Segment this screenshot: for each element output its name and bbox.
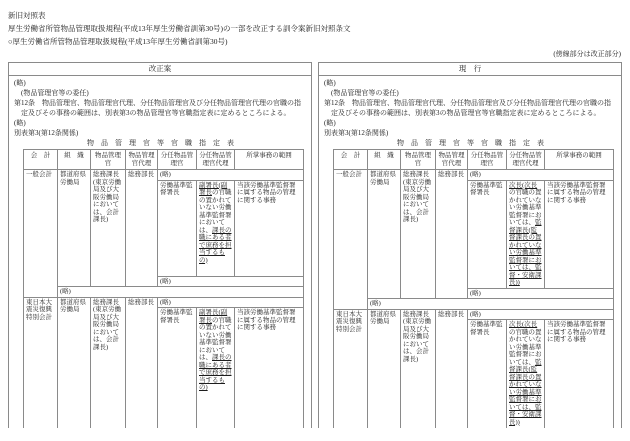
amendment-panel-body xyxy=(9,76,311,428)
scope-cell: 当該労働基準監督署に属する物品の管理に関する事務 xyxy=(235,180,304,276)
appendix-reference: 別表第3(第12条関係) xyxy=(14,129,79,137)
branch-deputy-cell: 次長(次長の官職の置かれていない労働基準監督署においては、監督課長(監督課長の置かれていない労働基準監督署においては、監督・安衛課長)) xyxy=(507,180,545,288)
manager-cell: 総務課長(東京労働局及び大阪労働局においては、会計課長) xyxy=(91,297,126,428)
col-header-branch-manager: 分任物品管理官 xyxy=(158,150,197,170)
col-header-account: 会 計 xyxy=(24,150,58,170)
col-header-organization: 組 織 xyxy=(58,150,91,170)
legend-note: (傍線部分は改正部分) xyxy=(553,50,621,58)
account-cell: 東日本大震災復興特別会計 xyxy=(24,297,58,428)
account-cell: 一般会計 xyxy=(24,170,58,298)
col-header-organization: 組 織 xyxy=(368,150,401,170)
amendment-panel-title: 改正案 xyxy=(9,63,311,76)
scope-cell: 当該労働基準監督署に属する物品の管理に関する事務 xyxy=(545,180,614,288)
manager-cell: 総務課長(東京労働局及び大阪労働局においては、会計課長) xyxy=(401,309,436,428)
manager-deputy-cell: 総務部長 xyxy=(126,297,158,428)
branch-deputy-cell: 次長(次長の官職の置かれていない労働基準監督署においては、監督課長(監督課長の置かれていない労働基準監督署においては、監督・安衛課長)) xyxy=(507,320,545,429)
table-row xyxy=(334,309,614,320)
table-row xyxy=(334,299,614,310)
col-header-account: 会 計 xyxy=(334,150,368,170)
branch-manager-cell: 労働基準監督署長 xyxy=(158,180,197,276)
col-header-branch-manager: 分任物品管理官 xyxy=(468,150,507,170)
current-designation-table xyxy=(333,149,614,428)
col-header-manager-deputy: 物品管理官代理 xyxy=(436,150,468,170)
omission-line: (略) xyxy=(14,119,26,127)
branch-manager-cell: 労働基準監督署長 xyxy=(158,308,197,429)
manager-deputy-cell: 総務部長 xyxy=(126,170,158,287)
account-cell: 東日本大震災復興特別会計 xyxy=(334,309,368,428)
comparison-panels xyxy=(8,62,622,428)
omission-cell: (略) xyxy=(158,276,304,287)
col-header-scope: 所掌事務の範囲 xyxy=(235,150,304,170)
table-row xyxy=(24,170,304,181)
current-panel-title: 現 行 xyxy=(319,63,621,76)
table-row xyxy=(24,297,304,308)
col-header-branch-deputy: 分任物品管理官代理 xyxy=(197,150,235,170)
amendment-designation-table xyxy=(23,149,304,428)
table-header-row xyxy=(24,150,304,170)
col-header-branch-deputy: 分任物品管理官代理 xyxy=(507,150,545,170)
doc-title: 新旧対照表 xyxy=(8,11,46,20)
manager-cell: 総務課長(東京労働局及び大阪労働局においては、会計課長) xyxy=(401,170,436,299)
article-12-text: 第12条 物品管理官、物品管理官代理、分任物品管理官及び分任物品管理官代理の官職の指定及びその事務の範囲は、別表第3の物品管理官等官職指定表に定めるところによる。 xyxy=(14,99,301,117)
omission-line: (略) xyxy=(14,79,26,87)
organization-cell: 都道府県労働局 xyxy=(368,309,401,428)
omission-cell: (略) xyxy=(368,299,614,310)
organization-cell: 都道府県労働局 xyxy=(368,170,401,299)
delegation-heading: (物品管理官等の委任) xyxy=(21,89,89,97)
account-cell: 一般会計 xyxy=(334,170,368,310)
document-header xyxy=(0,0,630,48)
branch-deputy-cell: 副署長(副署長の官職の置かれていない労働基準監督署においては、課長の職にある者で庶務を担当するもの) xyxy=(197,180,235,276)
col-header-manager-deputy: 物品管理官代理 xyxy=(126,150,158,170)
omission-cell: (略) xyxy=(158,297,304,308)
scope-cell: 当該労働基準監督署に属する物品の管理に関する事務 xyxy=(235,308,304,429)
organization-cell: 都道府県労働局 xyxy=(58,170,91,287)
organization-cell: 都道府県労働局 xyxy=(58,297,91,428)
table-title: 物 品 管 理 官 等 官 職 指 定 表 xyxy=(87,139,234,147)
manager-deputy-cell: 総務部長 xyxy=(436,309,468,428)
branch-deputy-cell: 副署長(副署長の官職の置かれていない労働基準監督署においては、課長の職にある者で庶務を担当するもの) xyxy=(197,308,235,429)
scope-cell: 当該労働基準監督署に属する物品の管理に関する事務 xyxy=(545,320,614,429)
col-header-manager: 物品管理官 xyxy=(401,150,436,170)
current-panel xyxy=(318,62,622,428)
manager-deputy-cell: 総務部長 xyxy=(436,170,468,299)
table-row xyxy=(334,170,614,181)
current-panel-body xyxy=(319,76,621,428)
omission-line: (略) xyxy=(324,79,336,87)
table-row xyxy=(24,287,304,298)
delegation-heading: (物品管理官等の委任) xyxy=(331,89,399,97)
branch-manager-cell: 労働基準監督署長 xyxy=(468,180,507,288)
amendment-panel xyxy=(8,62,312,428)
omission-cell: (略) xyxy=(468,170,614,181)
omission-cell: (略) xyxy=(158,170,304,181)
col-header-scope: 所掌事務の範囲 xyxy=(545,150,614,170)
omission-cell: (略) xyxy=(468,309,614,320)
omission-cell: (略) xyxy=(468,288,614,299)
article-12-text: 第12条 物品管理官、物品管理官代理、分任物品管理官及び分任物品管理官代理の官職の指定及びその事務の範囲は、別表第3の物品管理官等官職指定表に定めるところによる。 xyxy=(324,99,611,117)
table-title: 物 品 管 理 官 等 官 職 指 定 表 xyxy=(397,139,544,147)
doc-revision-line: 厚生労働省所管物品管理取扱規程(平成13年厚生労働省訓第30号)の一部を改正する訓令案新旧対照条文 xyxy=(8,24,351,33)
omission-cell: (略) xyxy=(58,287,304,298)
doc-regulation-line: ○厚生労働省所管物品管理取扱規程(平成13年厚生労働省訓第30号) xyxy=(8,37,228,46)
manager-cell: 総務課長(東京労働局及び大阪労働局においては、会計課長) xyxy=(91,170,126,287)
col-header-manager: 物品管理官 xyxy=(91,150,126,170)
appendix-reference: 別表第3(第12条関係) xyxy=(324,129,389,137)
omission-line: (略) xyxy=(324,119,336,127)
branch-manager-cell: 労働基準監督署長 xyxy=(468,320,507,429)
table-header-row xyxy=(334,150,614,170)
